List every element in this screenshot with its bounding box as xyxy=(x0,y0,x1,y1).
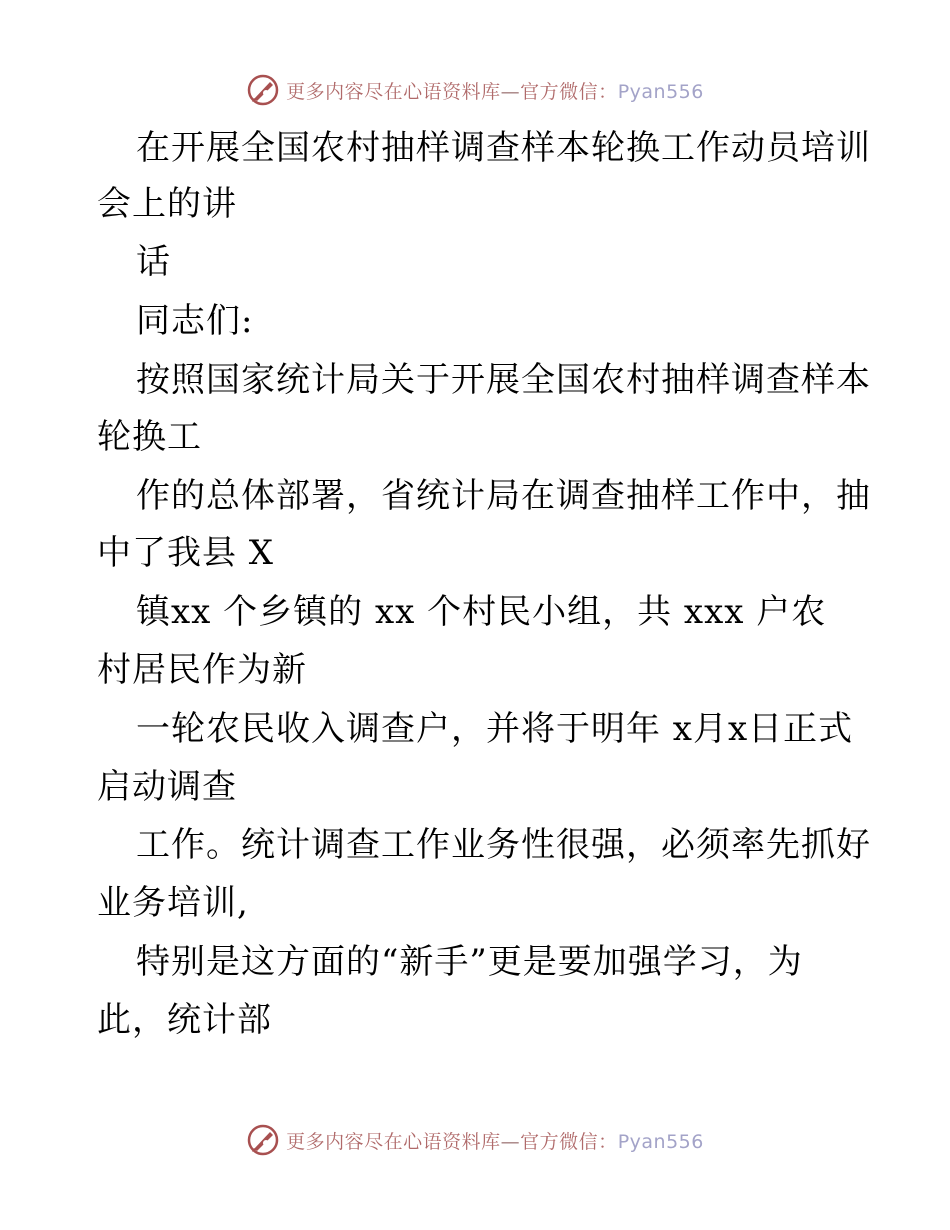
text-line: 作的总体部署，省统计局在调查抽样工作中，抽 xyxy=(136,476,871,516)
text-line: 轮换工 xyxy=(97,417,202,457)
text-line: 镇xx 个乡镇的 xx 个村民小组，共 xxx 户农 xyxy=(136,592,827,632)
text-line: 话 xyxy=(136,242,171,282)
text-line: 此，统计部 xyxy=(97,1000,272,1040)
text-line: 村居民作为新 xyxy=(97,650,307,690)
pen-seal-logo-icon xyxy=(246,73,280,107)
text-line: 一轮农民收入调查户，并将于明年 x月x日正式 xyxy=(136,709,854,749)
footer-watermark xyxy=(0,1120,950,1160)
text-line: 启动调查 xyxy=(97,767,237,807)
text-line: 业务培训, xyxy=(97,883,249,923)
watermark-text: 更多内容尽在心语资料库—官方微信：Pyan556 xyxy=(286,1130,704,1153)
pen-seal-logo-icon xyxy=(246,1123,280,1157)
text-line: 中了我县 X xyxy=(97,533,275,573)
text-line: 工作。统计调查工作业务性很强，必须率先抓好 xyxy=(136,825,871,865)
text-line: 特别是这方面的“新手”更是要加强学习，为 xyxy=(136,942,803,982)
header-watermark xyxy=(0,70,950,110)
text-line: 按照国家统计局关于开展全国农村抽样调查样本 xyxy=(136,360,871,400)
text-line: 同志们: xyxy=(136,301,254,341)
text-line: 会上的讲 xyxy=(97,184,237,224)
watermark-text: 更多内容尽在心语资料库—官方微信：Pyan556 xyxy=(286,80,704,103)
text-line: 在开展全国农村抽样调查样本轮换工作动员培训 xyxy=(136,128,871,168)
